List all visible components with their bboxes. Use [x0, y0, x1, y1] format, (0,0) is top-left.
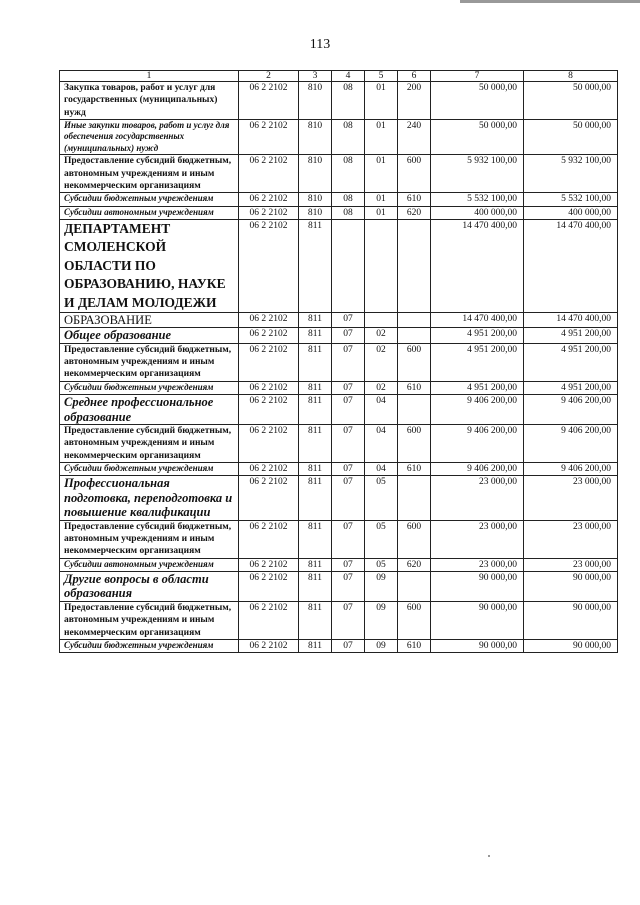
row-cell-c5 [365, 313, 398, 328]
row-cell-c6: 200 [398, 82, 431, 120]
table-row [60, 381, 618, 394]
row-cell-c6: 610 [398, 639, 431, 652]
table-row [60, 82, 618, 120]
scan-speck [488, 855, 490, 857]
row-cell-c2: 06 2 2102 [239, 328, 299, 344]
row-cell-c3: 810 [299, 82, 332, 120]
row-cell-c6: 620 [398, 206, 431, 219]
row-cell-c8: 50 000,00 [524, 82, 618, 120]
table-row [60, 395, 618, 425]
table-row [60, 328, 618, 344]
row-cell-c4: 08 [332, 155, 365, 193]
row-name-cell: Иные закупки товаров, работ и услуг для обеспечения государственных (муниципальных) нужд [60, 119, 239, 155]
row-cell-c7: 90 000,00 [431, 639, 524, 652]
row-cell-c6 [398, 476, 431, 521]
column-header-6: 6 [398, 71, 431, 82]
row-cell-c5: 09 [365, 601, 398, 639]
row-name-cell: Субсидии бюджетным учреждениям [60, 462, 239, 475]
row-cell-c2: 06 2 2102 [239, 219, 299, 313]
row-cell-c3: 811 [299, 601, 332, 639]
row-cell-c6 [398, 219, 431, 313]
row-cell-c8: 9 406 200,00 [524, 395, 618, 425]
row-name-cell: Субсидии бюджетным учреждениям [60, 381, 239, 394]
row-cell-c2: 06 2 2102 [239, 639, 299, 652]
row-cell-c4: 07 [332, 343, 365, 381]
row-cell-c4: 07 [332, 520, 365, 558]
row-cell-c8: 4 951 200,00 [524, 381, 618, 394]
row-cell-c7: 90 000,00 [431, 571, 524, 601]
row-cell-c3: 811 [299, 219, 332, 313]
row-cell-c2: 06 2 2102 [239, 82, 299, 120]
row-cell-c3: 811 [299, 328, 332, 344]
row-cell-c3: 810 [299, 206, 332, 219]
row-cell-c5: 04 [365, 395, 398, 425]
row-cell-c7: 400 000,00 [431, 206, 524, 219]
row-cell-c6: 620 [398, 558, 431, 571]
row-cell-c3: 811 [299, 476, 332, 521]
row-cell-c2: 06 2 2102 [239, 206, 299, 219]
row-name-cell: ДЕПАРТАМЕНТ СМОЛЕНСКОЙ ОБЛАСТИ ПО ОБРАЗОВАНИЮ, НАУКЕ И ДЕЛАМ МОЛОДЕЖИ [60, 219, 239, 313]
row-cell-c3: 810 [299, 193, 332, 206]
table-row [60, 206, 618, 219]
row-cell-c5: 01 [365, 206, 398, 219]
row-cell-c4: 07 [332, 476, 365, 521]
row-cell-c8: 5 532 100,00 [524, 193, 618, 206]
row-cell-c2: 06 2 2102 [239, 343, 299, 381]
row-cell-c8: 14 470 400,00 [524, 313, 618, 328]
row-cell-c4: 07 [332, 601, 365, 639]
row-cell-c6: 600 [398, 343, 431, 381]
row-cell-c6: 610 [398, 193, 431, 206]
row-cell-c5: 05 [365, 520, 398, 558]
row-name-cell: Предоставление субсидий бюджетным, автономным учреждениям и иным некоммерческим организациям [60, 520, 239, 558]
row-cell-c3: 811 [299, 462, 332, 475]
row-cell-c2: 06 2 2102 [239, 381, 299, 394]
row-cell-c5: 01 [365, 82, 398, 120]
row-cell-c8: 90 000,00 [524, 639, 618, 652]
table-row [60, 425, 618, 463]
row-cell-c6: 600 [398, 601, 431, 639]
row-cell-c3: 811 [299, 395, 332, 425]
row-cell-c8: 4 951 200,00 [524, 328, 618, 344]
row-cell-c2: 06 2 2102 [239, 476, 299, 521]
row-cell-c4: 07 [332, 558, 365, 571]
row-cell-c6: 610 [398, 381, 431, 394]
row-cell-c3: 810 [299, 155, 332, 193]
row-cell-c4: 07 [332, 571, 365, 601]
row-cell-c5: 05 [365, 476, 398, 521]
column-header-1: 1 [60, 71, 239, 82]
row-cell-c8: 90 000,00 [524, 601, 618, 639]
row-cell-c8: 23 000,00 [524, 476, 618, 521]
table-row [60, 558, 618, 571]
table-body [60, 82, 618, 653]
table-row [60, 155, 618, 193]
row-cell-c7: 4 951 200,00 [431, 328, 524, 344]
row-cell-c2: 06 2 2102 [239, 155, 299, 193]
row-cell-c7: 4 951 200,00 [431, 343, 524, 381]
row-cell-c6 [398, 395, 431, 425]
table-header-row [60, 71, 618, 82]
column-header-4: 4 [332, 71, 365, 82]
table-row [60, 313, 618, 328]
row-cell-c3: 811 [299, 558, 332, 571]
row-cell-c7: 4 951 200,00 [431, 381, 524, 394]
row-cell-c7: 23 000,00 [431, 520, 524, 558]
column-header-8: 8 [524, 71, 618, 82]
row-name-cell: Предоставление субсидий бюджетным, автономным учреждениям и иным некоммерческим организациям [60, 343, 239, 381]
row-cell-c5: 02 [365, 343, 398, 381]
scan-edge-mark [460, 0, 640, 3]
row-cell-c5 [365, 219, 398, 313]
row-cell-c3: 811 [299, 313, 332, 328]
row-name-cell: ОБРАЗОВАНИЕ [60, 313, 239, 328]
row-cell-c5: 09 [365, 639, 398, 652]
row-cell-c7: 50 000,00 [431, 119, 524, 155]
row-name-cell: Субсидии бюджетным учреждениям [60, 639, 239, 652]
row-cell-c6 [398, 328, 431, 344]
table-row [60, 219, 618, 313]
row-name-cell: Среднее профессиональное образование [60, 395, 239, 425]
row-cell-c3: 811 [299, 520, 332, 558]
row-cell-c2: 06 2 2102 [239, 462, 299, 475]
row-cell-c5: 01 [365, 155, 398, 193]
row-cell-c2: 06 2 2102 [239, 425, 299, 463]
row-cell-c4: 07 [332, 395, 365, 425]
row-cell-c4: 07 [332, 639, 365, 652]
row-name-cell: Предоставление субсидий бюджетным, автономным учреждениям и иным некоммерческим организациям [60, 425, 239, 463]
budget-table [59, 70, 618, 653]
row-cell-c2: 06 2 2102 [239, 520, 299, 558]
row-cell-c6: 240 [398, 119, 431, 155]
row-cell-c4: 07 [332, 462, 365, 475]
row-cell-c8: 14 470 400,00 [524, 219, 618, 313]
row-cell-c8: 90 000,00 [524, 571, 618, 601]
row-cell-c5: 05 [365, 558, 398, 571]
row-cell-c4: 08 [332, 206, 365, 219]
row-cell-c7: 90 000,00 [431, 601, 524, 639]
row-cell-c4: 08 [332, 119, 365, 155]
row-cell-c8: 50 000,00 [524, 119, 618, 155]
row-cell-c2: 06 2 2102 [239, 571, 299, 601]
row-cell-c3: 811 [299, 425, 332, 463]
row-cell-c8: 9 406 200,00 [524, 425, 618, 463]
row-name-cell: Субсидии автономным учреждениям [60, 206, 239, 219]
row-cell-c5: 02 [365, 328, 398, 344]
column-header-3: 3 [299, 71, 332, 82]
row-cell-c6: 600 [398, 425, 431, 463]
row-cell-c8: 400 000,00 [524, 206, 618, 219]
row-cell-c6 [398, 313, 431, 328]
row-name-cell: Субсидии автономным учреждениям [60, 558, 239, 571]
row-cell-c4: 07 [332, 313, 365, 328]
table-row [60, 601, 618, 639]
row-cell-c7: 14 470 400,00 [431, 313, 524, 328]
row-cell-c2: 06 2 2102 [239, 193, 299, 206]
row-cell-c2: 06 2 2102 [239, 119, 299, 155]
row-cell-c3: 811 [299, 571, 332, 601]
row-cell-c5: 04 [365, 462, 398, 475]
row-cell-c6: 600 [398, 155, 431, 193]
row-name-cell: Другие вопросы в области образования [60, 571, 239, 601]
row-cell-c7: 9 406 200,00 [431, 462, 524, 475]
row-cell-c7: 5 532 100,00 [431, 193, 524, 206]
row-cell-c8: 4 951 200,00 [524, 343, 618, 381]
row-name-cell: Субсидии бюджетным учреждениям [60, 193, 239, 206]
row-name-cell: Закупка товаров, работ и услуг для государственных (муниципальных) нужд [60, 82, 239, 120]
row-cell-c5: 01 [365, 119, 398, 155]
row-name-cell: Общее образование [60, 328, 239, 344]
row-cell-c6: 600 [398, 520, 431, 558]
row-cell-c7: 23 000,00 [431, 476, 524, 521]
table-row [60, 462, 618, 475]
row-cell-c7: 5 932 100,00 [431, 155, 524, 193]
row-cell-c3: 811 [299, 639, 332, 652]
row-name-cell: Предоставление субсидий бюджетным, автономным учреждениям и иным некоммерческим организациям [60, 155, 239, 193]
table-row [60, 119, 618, 155]
row-cell-c5: 02 [365, 381, 398, 394]
table-row [60, 193, 618, 206]
row-cell-c2: 06 2 2102 [239, 395, 299, 425]
row-cell-c8: 9 406 200,00 [524, 462, 618, 475]
page-number: 113 [309, 37, 331, 52]
row-cell-c8: 23 000,00 [524, 558, 618, 571]
column-header-5: 5 [365, 71, 398, 82]
row-cell-c4 [332, 219, 365, 313]
column-header-7: 7 [431, 71, 524, 82]
column-header-2: 2 [239, 71, 299, 82]
row-cell-c4: 08 [332, 82, 365, 120]
table-row [60, 476, 618, 521]
row-cell-c7: 23 000,00 [431, 558, 524, 571]
row-cell-c6: 610 [398, 462, 431, 475]
row-cell-c5: 01 [365, 193, 398, 206]
table-row [60, 639, 618, 652]
row-cell-c3: 811 [299, 343, 332, 381]
row-cell-c4: 07 [332, 328, 365, 344]
table-row [60, 571, 618, 601]
row-cell-c2: 06 2 2102 [239, 313, 299, 328]
row-cell-c2: 06 2 2102 [239, 558, 299, 571]
row-cell-c7: 50 000,00 [431, 82, 524, 120]
row-name-cell: Предоставление субсидий бюджетным, автономным учреждениям и иным некоммерческим организациям [60, 601, 239, 639]
table-row [60, 520, 618, 558]
row-cell-c3: 810 [299, 119, 332, 155]
row-cell-c7: 14 470 400,00 [431, 219, 524, 313]
row-cell-c6 [398, 571, 431, 601]
row-cell-c5: 04 [365, 425, 398, 463]
row-cell-c7: 9 406 200,00 [431, 395, 524, 425]
row-cell-c7: 9 406 200,00 [431, 425, 524, 463]
row-cell-c8: 5 932 100,00 [524, 155, 618, 193]
row-cell-c4: 07 [332, 425, 365, 463]
row-cell-c4: 08 [332, 193, 365, 206]
row-cell-c2: 06 2 2102 [239, 601, 299, 639]
table-row [60, 343, 618, 381]
row-name-cell: Профессиональная подготовка, переподготовка и повышение квалификации [60, 476, 239, 521]
row-cell-c8: 23 000,00 [524, 520, 618, 558]
row-cell-c5: 09 [365, 571, 398, 601]
row-cell-c4: 07 [332, 381, 365, 394]
row-cell-c3: 811 [299, 381, 332, 394]
